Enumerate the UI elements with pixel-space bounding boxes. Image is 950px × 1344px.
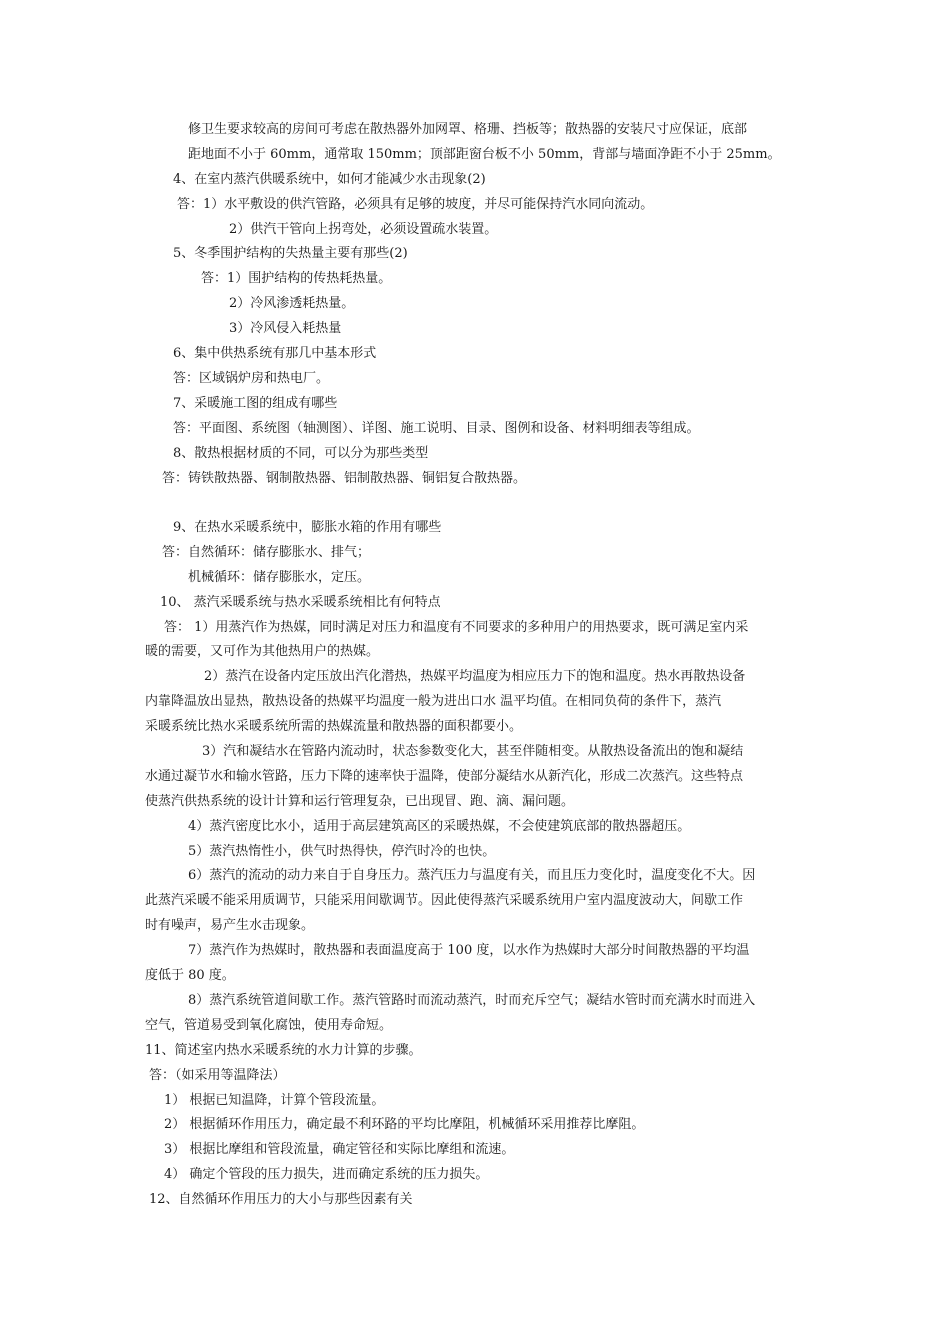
question-heading: 4、在室内蒸汽供暖系统中，如何才能减少水击现象(2) (173, 172, 486, 187)
answer-line: 5）蒸汽热惰性小，供气时热得快，停汽时冷的也快。 (188, 844, 496, 859)
answer-line: 4） 确定个管段的压力损失，进而确定系统的压力损失。 (164, 1167, 489, 1182)
answer-line: 度低于 80 度。 (145, 968, 235, 983)
answer-line: 此蒸汽采暖不能采用质调节，只能采用间歇调节。因此使得蒸汽采暖系统用户室内温度波动大，间歇工作 (145, 893, 744, 908)
answer-line: 内靠降温放出显热，散热设备的热媒平均温度一般为进出口水 温平均值。在相同负荷的条件下，蒸汽 (145, 694, 722, 709)
question-heading: 11、简述室内热水采暖系统的水力计算的步骤。 (145, 1043, 422, 1058)
text-line: 距地面不小于 60mm，通常取 150mm；顶部距窗台板不小 50mm，背部与墙面净距不小于 25mm。 (188, 147, 781, 162)
answer-line: 2）冷风渗透耗热量。 (229, 296, 355, 311)
answer-line: 暖的需要，又可作为其他热用户的热媒。 (145, 644, 380, 659)
answer-line: 8）蒸汽系统管道间歇工作。蒸汽管路时而流动蒸汽，时而充斥空气；凝结水管时而充满水时而进入 (188, 993, 756, 1008)
answer-line: 采暖系统比热水采暖系统所需的热媒流量和散热器的面积都要小。 (145, 719, 523, 734)
question-heading: 9、在热水采暖系统中，膨胀水箱的作用有哪些 (173, 520, 442, 535)
question-heading: 7、采暖施工图的组成有哪些 (173, 396, 338, 411)
answer-line: 6）蒸汽的流动的动力来自于自身压力。蒸汽压力与温度有关，而且压力变化时，温度变化不大。因 (188, 868, 756, 883)
answer-line: 7）蒸汽作为热媒时，散热器和表面温度高于 100 度，以水作为热媒时大部分时间散热器的平均温 (188, 943, 750, 958)
answer-line: 答：1）围护结构的传热耗热量。 (201, 271, 392, 286)
answer-line: 答：铸铁散热器、钢制散热器、铝制散热器、铜铝复合散热器。 (162, 471, 527, 486)
question-heading: 5、冬季围护结构的失热量主要有那些(2) (173, 246, 408, 261)
answer-line: 答： 1）用蒸汽作为热媒，同时满足对压力和温度有不同要求的多种用户的用热要求，既可满足室内采 (164, 620, 749, 635)
answer-line: 答：区域锅炉房和热电厂。 (173, 371, 330, 386)
answer-line: 时有噪声，易产生水击现象。 (145, 918, 315, 933)
answer-line: 1） 根据已知温降，计算个管段流量。 (164, 1093, 385, 1108)
text-line: 修卫生要求较高的房间可考虑在散热器外加网罩、格珊、挡板等；散热器的安装尺寸应保证，底部 (188, 122, 748, 137)
answer-line: 2） 根据循环作用压力，确定最不利环路的平均比摩阻，机械循环采用推荐比摩阻。 (164, 1117, 645, 1132)
answer-line: 答：平面图、系统图（轴测图）、详图、施工说明、目录、图例和设备、材料明细表等组成。 (173, 421, 700, 436)
answer-line: 答：1）水平敷设的供汽管路，必须具有足够的坡度，并尽可能保持汽水同向流动。 (177, 197, 654, 212)
answer-line: 水通过凝节水和输水管路，压力下降的速率快于温降，使部分凝结水从新汽化，形成二次蒸汽。这些特点 (145, 769, 744, 784)
answer-line: 答：（如采用等温降法） (149, 1068, 286, 1083)
answer-line: 2）供汽干管向上拐弯处，必须设置疏水装置。 (229, 222, 498, 237)
question-heading: 12、自然循环作用压力的大小与那些因素有关 (149, 1192, 413, 1207)
answer-line: 4）蒸汽密度比水小，适用于高层建筑高区的采暖热媒，不会使建筑底部的散热器超压。 (188, 819, 691, 834)
answer-line: 3） 根据比摩组和管段流量，确定管径和实际比摩组和流速。 (164, 1142, 515, 1157)
answer-line: 3）汽和凝结水在管路内流动时，状态参数变化大，甚至伴随相变。从散热设备流出的饱和凝结 (202, 744, 744, 759)
answer-line: 2）蒸汽在设备内定压放出汽化潜热，热媒平均温度为相应压力下的饱和温度。热水再散热设备 (204, 669, 746, 684)
question-heading: 6、集中供热系统有那几中基本形式 (173, 346, 377, 361)
question-heading: 10、 蒸汽采暖系统与热水采暖系统相比有何特点 (160, 595, 441, 610)
answer-line: 空气，管道易受到氧化腐蚀，使用寿命短。 (145, 1018, 393, 1033)
question-heading: 8、散热根据材质的不同，可以分为那些类型 (173, 446, 429, 461)
answer-line: 3）冷风侵入耗热量 (229, 321, 342, 336)
answer-line: 机械循环：储存膨胀水，定压。 (188, 570, 371, 585)
answer-line: 答：自然循环：储存膨胀水、排气； (162, 545, 371, 560)
answer-line: 使蒸汽供热系统的设计计算和运行管理复杂，已出现冒、跑、滴、漏问题。 (145, 794, 575, 809)
